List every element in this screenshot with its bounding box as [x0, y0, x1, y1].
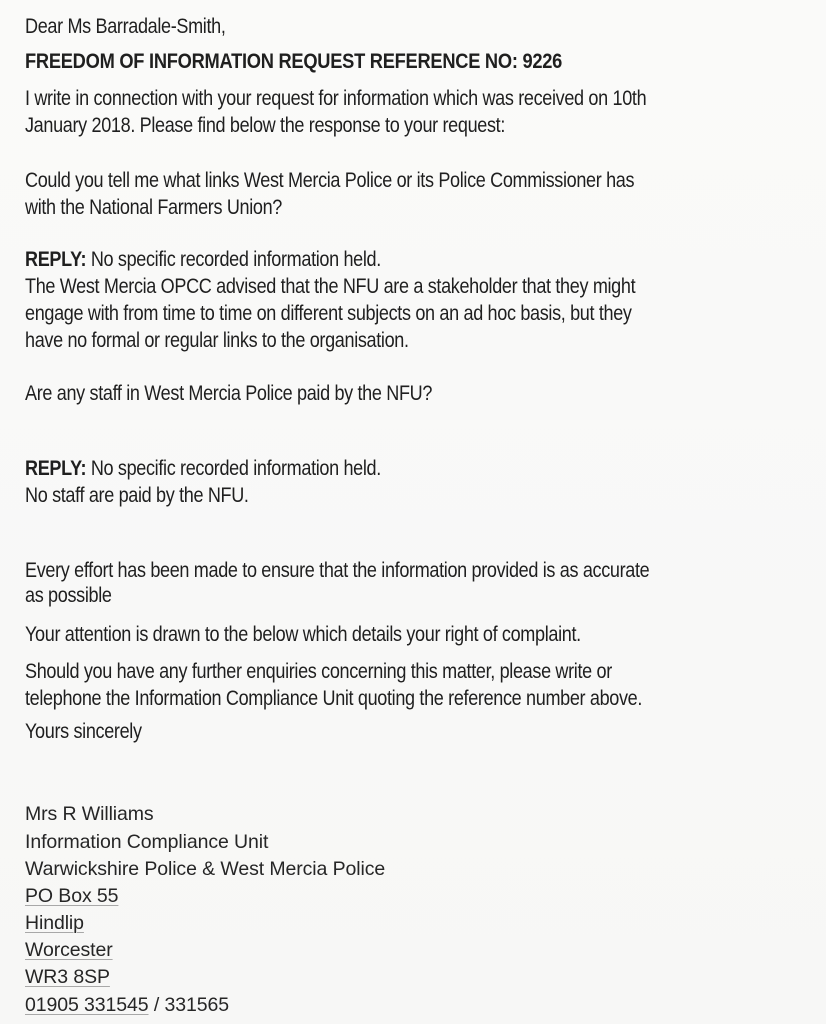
signature-unit: Information Compliance Unit [25, 831, 269, 853]
reply-2-detail-line-1: No staff are paid by the NFU. [25, 484, 249, 507]
question-2-line-1: Are any staff in West Mercia Police paid by the NFU? [25, 382, 433, 405]
signature-phone [25, 994, 229, 1016]
reference-heading: FREEDOM OF INFORMATION REQUEST REFERENCE NO: 9226 [25, 50, 563, 73]
reply-1 [25, 249, 381, 271]
reply-2-text: No specific recorded information held. [86, 457, 381, 480]
address-po-box: PO Box 55 [25, 885, 119, 907]
salutation: Dear Ms Barradale-Smith, [25, 15, 226, 38]
address-locality: Hindlip [25, 912, 84, 934]
closing: Yours sincerely [25, 720, 142, 743]
reply-2-label: REPLY: [25, 457, 87, 480]
intro-line-1: I write in connection with your request for information which was received on 10th [25, 87, 647, 110]
signature-name: Mrs R Williams [25, 803, 154, 825]
enquiries-note-line-1: Should you have any further enquiries concerning this matter, please write or [25, 660, 612, 683]
phone-primary: 01905 331545 [25, 994, 149, 1016]
reply-1-detail-line-2: engage with from time to time on different subjects on an ad hoc basis, but they [25, 302, 632, 325]
question-1-line-2: with the National Farmers Union? [25, 196, 283, 219]
reply-1-detail-line-1: The West Mercia OPCC advised that the NFU are a stakeholder that they might [25, 275, 636, 298]
reply-1-detail-line-3: have no formal or regular links to the organisation. [25, 329, 409, 352]
accuracy-note-line-2: as possible [25, 584, 112, 607]
reply-1-label: REPLY: [25, 248, 87, 271]
intro-line-2: January 2018. Please find below the response to your request: [25, 114, 506, 137]
question-1-line-1: Could you tell me what links West Mercia Police or its Police Commissioner has [25, 169, 635, 192]
address-postcode: WR3 8SP [25, 966, 110, 988]
enquiries-note-line-2: telephone the Information Compliance Unit quoting the reference number above. [25, 687, 643, 710]
reply-1-text: No specific recorded information held. [86, 248, 381, 271]
phone-secondary: / 331565 [148, 994, 229, 1016]
signature-organisation: Warwickshire Police & West Mercia Police [25, 858, 386, 880]
reply-2 [25, 458, 381, 480]
complaint-note: Your attention is drawn to the below which details your right of complaint. [25, 623, 581, 646]
address-city: Worcester [25, 939, 113, 961]
accuracy-note-line-1: Every effort has been made to ensure that the information provided is as accurate [25, 559, 650, 582]
